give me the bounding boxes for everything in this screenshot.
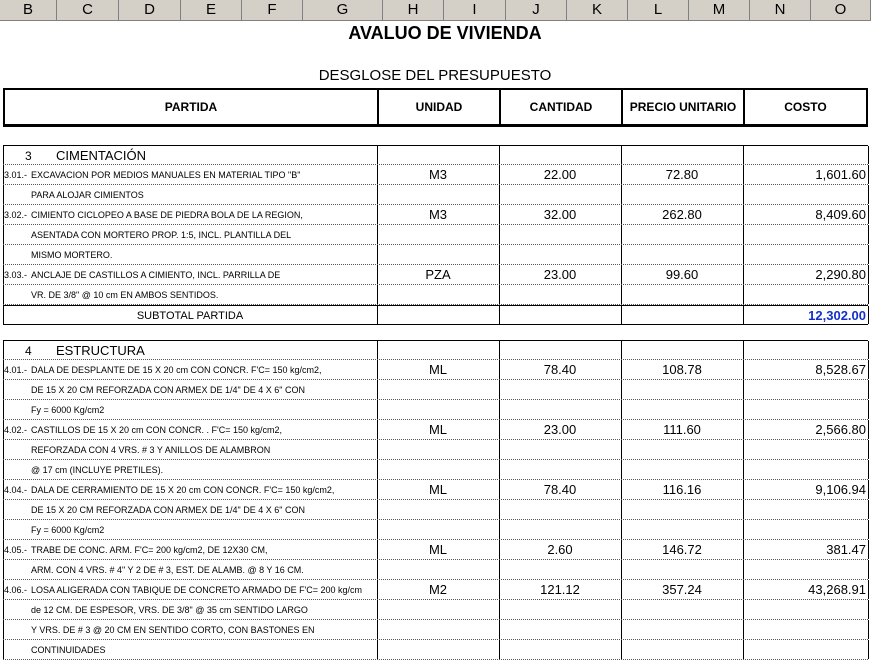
grid-line: [868, 165, 869, 184]
section-header-row: [3, 145, 868, 165]
grid-line: [868, 341, 869, 359]
grid-line: [499, 306, 500, 324]
item-unit: ML: [428, 482, 448, 497]
item-description: [3, 225, 377, 244]
grid-line: [499, 185, 500, 204]
item-unit-price: 111.60: [663, 422, 701, 437]
grid-line: [499, 440, 500, 459]
grid-line: [621, 380, 622, 399]
grid-line: [743, 225, 744, 244]
grid-line: [868, 265, 869, 284]
document-subtitle: DESGLOSE DEL PRESUPUESTO: [318, 67, 552, 84]
item-description: [3, 265, 377, 284]
table-row: [3, 640, 868, 660]
item-cost: 1,601.60: [815, 167, 866, 182]
header-cantidad: CANTIDAD: [501, 90, 623, 124]
column-letter-j[interactable]: J: [506, 0, 567, 20]
grid-line: [868, 500, 869, 519]
grid-line: [743, 600, 744, 619]
grid-line: [743, 245, 744, 264]
grid-line: [868, 285, 869, 304]
grid-line: [377, 185, 378, 204]
column-letter-g[interactable]: G: [303, 0, 383, 20]
grid-line: [377, 400, 378, 419]
item-description: [3, 185, 377, 204]
item-code: 4.04.-: [4, 485, 28, 495]
item-unit-price: 108.78: [662, 362, 702, 377]
item-unit-price: 146.72: [662, 542, 702, 557]
header-partida: PARTIDA: [5, 90, 379, 124]
grid-line: [743, 440, 744, 459]
grid-line: [621, 225, 622, 244]
item-cost: 43,268.91: [808, 582, 866, 597]
item-code: 3.02.-: [4, 210, 28, 220]
column-letter-e[interactable]: E: [181, 0, 242, 20]
subtotal-row: [3, 305, 868, 325]
item-description: [3, 420, 377, 439]
item-quantity: 121.12: [540, 582, 580, 597]
grid-line: [868, 360, 869, 379]
column-letter-k[interactable]: K: [567, 0, 628, 20]
item-description: [3, 285, 377, 304]
item-text: de 12 CM. DE ESPESOR, VRS. DE 3/8" @ 35 cm SENTIDO LARGO: [31, 605, 308, 615]
item-text: DE 15 X 20 CM REFORZADA CON ARMEX DE 1/4" DE 4 X 6" CON: [31, 385, 305, 395]
item-code: 4.02.-: [4, 425, 28, 435]
grid-line: [499, 600, 500, 619]
table-header: [3, 88, 868, 127]
item-text: REFORZADA CON 4 VRS. # 3 Y ANILLOS DE ALAMBRON: [31, 445, 271, 455]
grid-line: [868, 520, 869, 539]
item-code: 3.01.-: [4, 170, 28, 180]
grid-line: [621, 285, 622, 304]
table-row: [3, 580, 868, 600]
section-title: [3, 146, 377, 164]
grid-line: [868, 146, 869, 164]
item-quantity: 23.00: [543, 267, 577, 282]
grid-line: [377, 341, 378, 359]
grid-line: [868, 225, 869, 244]
grid-line: [868, 205, 869, 224]
item-unit: M3: [428, 167, 448, 182]
grid-line: [621, 400, 622, 419]
document-title: AVALUO DE VIVIENDA: [348, 23, 542, 43]
item-unit-price: 72.80: [665, 167, 699, 182]
item-text: ANCLAJE DE CASTILLOS A CIMIENTO, INCL. PARRILLA DE: [31, 270, 281, 280]
grid-line: [743, 560, 744, 579]
table-row: [3, 285, 868, 305]
item-cost: 2,290.80: [815, 267, 866, 282]
item-cost: 381.47: [826, 542, 866, 557]
item-code: 4.06.-: [4, 585, 28, 595]
column-letter-c[interactable]: C: [57, 0, 119, 20]
grid-line: [377, 146, 378, 164]
grid-line: [743, 500, 744, 519]
item-text: @ 17 cm (INCLUYE PRETILES).: [31, 465, 164, 475]
item-description: [3, 245, 377, 264]
table-row: [3, 560, 868, 580]
grid-line: [499, 225, 500, 244]
item-unit: M2: [428, 582, 448, 597]
grid-line: [868, 640, 869, 659]
grid-line: [868, 620, 869, 639]
grid-line: [868, 580, 869, 599]
grid-line: [621, 600, 622, 619]
grid-line: [499, 245, 500, 264]
grid-line: [743, 380, 744, 399]
table-row: [3, 185, 868, 205]
item-cost: 9,106.94: [815, 482, 866, 497]
grid-line: [377, 460, 378, 479]
table-row: [3, 360, 868, 380]
subtotal-label: SUBTOTAL PARTIDA: [136, 310, 244, 322]
item-quantity: 22.00: [543, 167, 577, 182]
section-number: 3: [25, 149, 32, 163]
item-unit: ML: [428, 542, 448, 557]
grid-line: [499, 560, 500, 579]
item-unit-price: 262.80: [662, 207, 702, 222]
grid-line: [621, 440, 622, 459]
grid-line: [499, 520, 500, 539]
item-cost: 8,409.60: [815, 207, 866, 222]
grid-line: [499, 620, 500, 639]
item-unit: ML: [428, 362, 448, 377]
item-description: [3, 600, 377, 619]
item-unit: ML: [428, 422, 448, 437]
grid-line: [743, 285, 744, 304]
table-row: [3, 620, 868, 640]
column-letter-h[interactable]: H: [383, 0, 444, 20]
grid-line: [621, 245, 622, 264]
item-unit-price: 99.60: [665, 267, 699, 282]
grid-line: [743, 640, 744, 659]
item-text: Fy = 6000 Kg/cm2: [31, 405, 105, 415]
grid-line: [621, 640, 622, 659]
item-text: ARM. CON 4 VRS. # 4" Y 2 DE # 3, EST. DE ALAMB. @ 8 Y 16 CM.: [31, 565, 304, 575]
item-text: CIMIENTO CICLOPEO A BASE DE PIEDRA BOLA DE LA REGION,: [31, 210, 303, 220]
item-code: 3.03.-: [4, 270, 28, 280]
grid-line: [499, 500, 500, 519]
grid-line: [868, 460, 869, 479]
item-text: PARA ALOJAR CIMIENTOS: [31, 190, 144, 200]
item-description: [3, 205, 377, 224]
grid-line: [868, 400, 869, 419]
grid-line: [377, 440, 378, 459]
grid-line: [621, 185, 622, 204]
grid-line: [499, 640, 500, 659]
item-text: TRABE DE CONC. ARM. F'C= 200 kg/cm2, DE 12X30 CM,: [31, 545, 268, 555]
table-row: [3, 500, 868, 520]
column-letter-l[interactable]: L: [628, 0, 689, 20]
grid-line: [868, 420, 869, 439]
item-text: DALA DE CERRAMIENTO DE 15 X 20 cm CON CONCR. F'C= 150 kg/cm2,: [31, 485, 335, 495]
column-letter-n[interactable]: N: [750, 0, 811, 20]
grid-line: [743, 185, 744, 204]
item-cost: 8,528.67: [815, 362, 866, 377]
item-description: [3, 360, 377, 379]
grid-line: [621, 341, 622, 359]
table-row: [3, 520, 868, 540]
item-quantity: 2.60: [547, 542, 573, 557]
grid-line: [743, 460, 744, 479]
item-text: DE 15 X 20 CM REFORZADA CON ARMEX DE 1/4" DE 4 X 6" CON: [31, 505, 305, 515]
grid-line: [377, 380, 378, 399]
grid-line: [868, 560, 869, 579]
item-description: [3, 440, 377, 459]
item-description: [3, 400, 377, 419]
table-row: [3, 440, 868, 460]
section-number: 4: [25, 344, 32, 358]
grid-line: [868, 540, 869, 559]
section-name: CIMENTACIÓN: [56, 148, 147, 163]
grid-line: [621, 560, 622, 579]
grid-line: [377, 306, 378, 324]
subtotal-value: 12,302.00: [808, 308, 866, 323]
grid-line: [377, 560, 378, 579]
item-description: [3, 500, 377, 519]
table-row: [3, 165, 868, 185]
table-row: [3, 540, 868, 560]
grid-line: [868, 380, 869, 399]
column-letter-b[interactable]: B: [0, 0, 57, 20]
item-quantity: 23.00: [543, 422, 577, 437]
table-row: [3, 380, 868, 400]
table-row: [3, 245, 868, 265]
grid-line: [499, 341, 500, 359]
item-code: 4.05.-: [4, 545, 28, 555]
grid-line: [377, 225, 378, 244]
grid-line: [743, 400, 744, 419]
item-description: [3, 460, 377, 479]
grid-line: [499, 460, 500, 479]
grid-line: [621, 460, 622, 479]
item-description: [3, 540, 377, 559]
item-description: [3, 165, 377, 184]
item-description: [3, 620, 377, 639]
header-unidad: UNIDAD: [379, 90, 501, 124]
column-letter-d[interactable]: D: [119, 0, 181, 20]
column-letter-m[interactable]: M: [689, 0, 750, 20]
item-description: [3, 480, 377, 499]
grid-line: [377, 285, 378, 304]
grid-line: [377, 245, 378, 264]
item-text: MISMO MORTERO.: [31, 250, 113, 260]
item-description: [3, 380, 377, 399]
grid-line: [743, 341, 744, 359]
grid-line: [377, 640, 378, 659]
item-text: CASTILLOS DE 15 X 20 cm CON CONCR. . F'C= 150 kg/cm2,: [31, 425, 283, 435]
item-unit-price: 116.16: [662, 482, 702, 497]
column-letter-i[interactable]: I: [444, 0, 506, 20]
table-row: [3, 480, 868, 500]
grid-line: [377, 500, 378, 519]
item-description: [3, 580, 377, 599]
table-row: [3, 225, 868, 245]
column-letter-f[interactable]: F: [242, 0, 303, 20]
section-header-row: [3, 340, 868, 360]
grid-line: [621, 520, 622, 539]
grid-line: [743, 520, 744, 539]
column-letter-o[interactable]: O: [811, 0, 871, 20]
section-name: ESTRUCTURA: [56, 343, 145, 358]
section-title: [3, 341, 377, 359]
grid-line: [743, 146, 744, 164]
grid-line: [868, 600, 869, 619]
item-text: VR. DE 3/8" @ 10 cm EN AMBOS SENTIDOS.: [31, 290, 219, 300]
table-row: [3, 400, 868, 420]
item-unit: PZA: [425, 267, 451, 282]
item-quantity: 78.40: [543, 362, 577, 377]
grid-line: [868, 480, 869, 499]
grid-line: [499, 380, 500, 399]
item-unit-price: 357.24: [662, 582, 702, 597]
item-description: [3, 520, 377, 539]
table-row: [3, 420, 868, 440]
grid-line: [499, 285, 500, 304]
grid-line: [621, 500, 622, 519]
table-row: [3, 205, 868, 225]
header-precio-unitario: PRECIO UNITARIO: [623, 90, 745, 124]
table-row: [3, 600, 868, 620]
item-text: LOSA ALIGERADA CON TABIQUE DE CONCRETO ARMADO DE F'C= 200 kg/cm: [31, 585, 363, 595]
grid-line: [868, 185, 869, 204]
item-code: 4.01.-: [4, 365, 28, 375]
item-text: Y VRS. DE # 3 @ 20 CM EN SENTIDO CORTO, CON BASTONES EN: [31, 625, 315, 635]
table-row: [3, 265, 868, 285]
grid-line: [868, 306, 869, 324]
table-row: [3, 460, 868, 480]
item-quantity: 78.40: [543, 482, 577, 497]
grid-line: [743, 620, 744, 639]
grid-line: [377, 620, 378, 639]
grid-line: [499, 146, 500, 164]
item-text: DALA DE DESPLANTE DE 15 X 20 cm CON CONCR. F'C= 150 kg/cm2,: [31, 365, 322, 375]
grid-line: [621, 620, 622, 639]
grid-line: [499, 400, 500, 419]
item-quantity: 32.00: [543, 207, 577, 222]
grid-line: [377, 600, 378, 619]
column-header-bar: [0, 0, 871, 21]
grid-line: [621, 146, 622, 164]
item-text: ASENTADA CON MORTERO PROP. 1:5, INCL. PLANTILLA DEL: [31, 230, 292, 240]
header-costo: COSTO: [784, 100, 827, 114]
item-description: [3, 560, 377, 579]
grid-line: [377, 520, 378, 539]
item-text: CONTINUIDADES: [31, 645, 106, 655]
item-cost: 2,566.80: [815, 422, 866, 437]
item-text: Fy = 6000 Kg/cm2: [31, 525, 105, 535]
item-unit: M3: [428, 207, 448, 222]
item-description: [3, 640, 377, 659]
grid-line: [868, 440, 869, 459]
grid-line: [621, 306, 622, 324]
grid-line: [868, 245, 869, 264]
item-text: EXCAVACION POR MEDIOS MANUALES EN MATERIAL TIPO "B": [31, 170, 301, 180]
